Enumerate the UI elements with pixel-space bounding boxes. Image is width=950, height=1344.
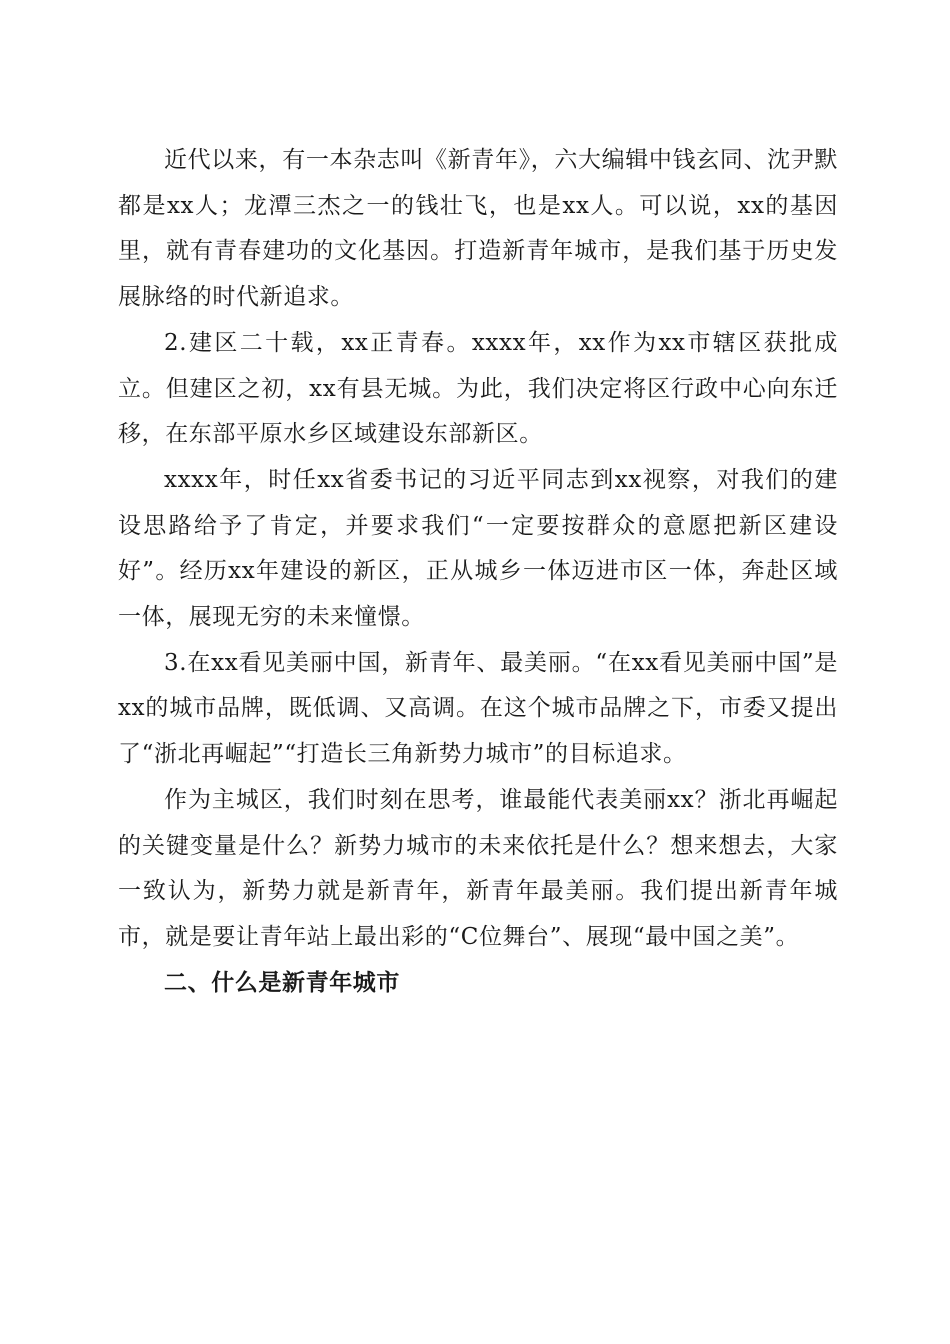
- paragraph-inspection-visit: xxxx年，时任xx省委书记的习近平同志到xx视察，对我们的建设思路给予了肯定，并要求我们“一定要按群众的意愿把新区建设好”。经历xx年建设的新区，正从城乡一体迈进市区一体，奔赴区域一体，展现无穷的未来憧憬。: [118, 466, 838, 631]
- paragraph-city-brand: 3.在xx看见美丽中国，新青年、最美丽。“在xx看见美丽中国”是xx的城市品牌，既低调、又高调。在这个城市品牌之下，市委又提出了“浙北再崛起”“打造长三角新势力城市”的目标追求。: [118, 649, 838, 768]
- paragraph-new-youth-magazine: 近代以来，有一本杂志叫《新青年》，六大编辑中钱玄同、沈尹默都是xx人；龙潭三杰之一的钱壮飞，也是xx人。可以说，xx的基因里，就有青春建功的文化基因。打造新青年城市，是我们基于历史发展脉络的时代新追求。: [118, 147, 838, 311]
- paragraph-district-founding: 2.建区二十载，xx正青春。xxxx年，xx作为xx市辖区获批成立。但建区之初，xx有县无城。为此，我们决定将区行政中心向东迁移，在东部平原水乡区域建设东部新区。: [118, 329, 838, 448]
- section-heading: 二、什么是新青年城市: [164, 969, 400, 996]
- document-body: [118, 138, 838, 1006]
- paragraph-main-district: 作为主城区，我们时刻在思考，谁最能代表美丽xx？浙北再崛起的关键变量是什么？新势力城市的未来依托是什么？想来想去，大家一致认为，新势力就是新青年，新青年最美丽。我们提出新青年城市，就是要让青年站上最出彩的“C位舞台”、展现“最中国之美”。: [118, 786, 838, 950]
